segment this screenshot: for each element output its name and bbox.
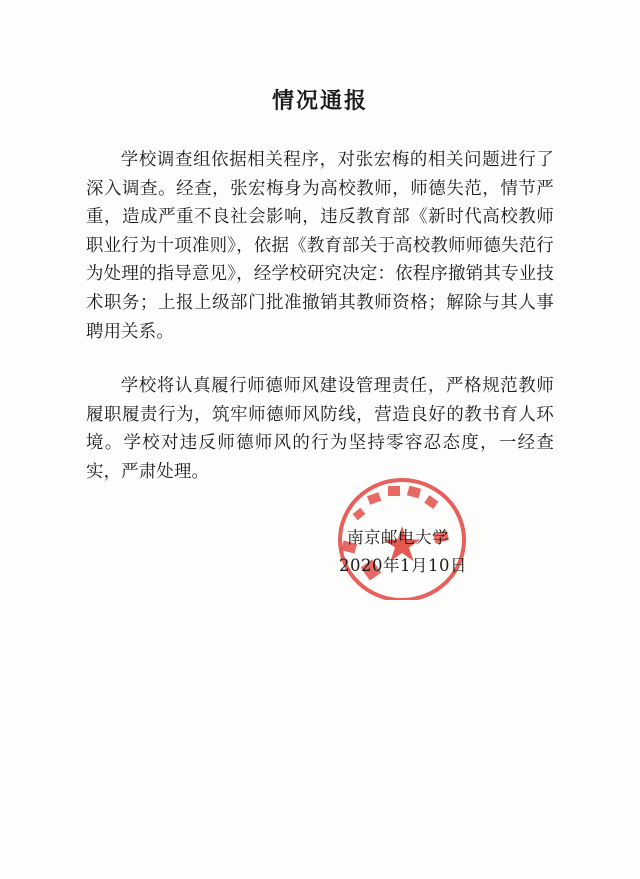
body-paragraph-1: 学校调查组依据相关程序，对张宏梅的相关问题进行了深入调查。经查，张宏梅身为高校教师，师德失范，情节严重，造成严重不良社会影响，违反教育部《新时代高校教师职业行为十项准则》，依据《教育部关于高校教师师德失范行为处理的指导意见》，经学校研究决定：依程序撤销其专业技术职务；上报上级部门批准撤销其教师资格；解除与其人事聘用关系。 [86, 150, 554, 342]
body-paragraph-2: 学校将认真履行师德师风建设管理责任，严格规范教师履职履责行为，筑牢师德师风防线，营造良好的教书育人环境。学校对违反师德师风的行为坚持零容忍态度，一经查实，严肃处理。 [86, 376, 554, 482]
issuer-signature: 南京邮电大学 [347, 528, 449, 547]
document-title: 情况通报 [271, 89, 368, 114]
issue-date: 2020年1月10日 [339, 556, 467, 575]
